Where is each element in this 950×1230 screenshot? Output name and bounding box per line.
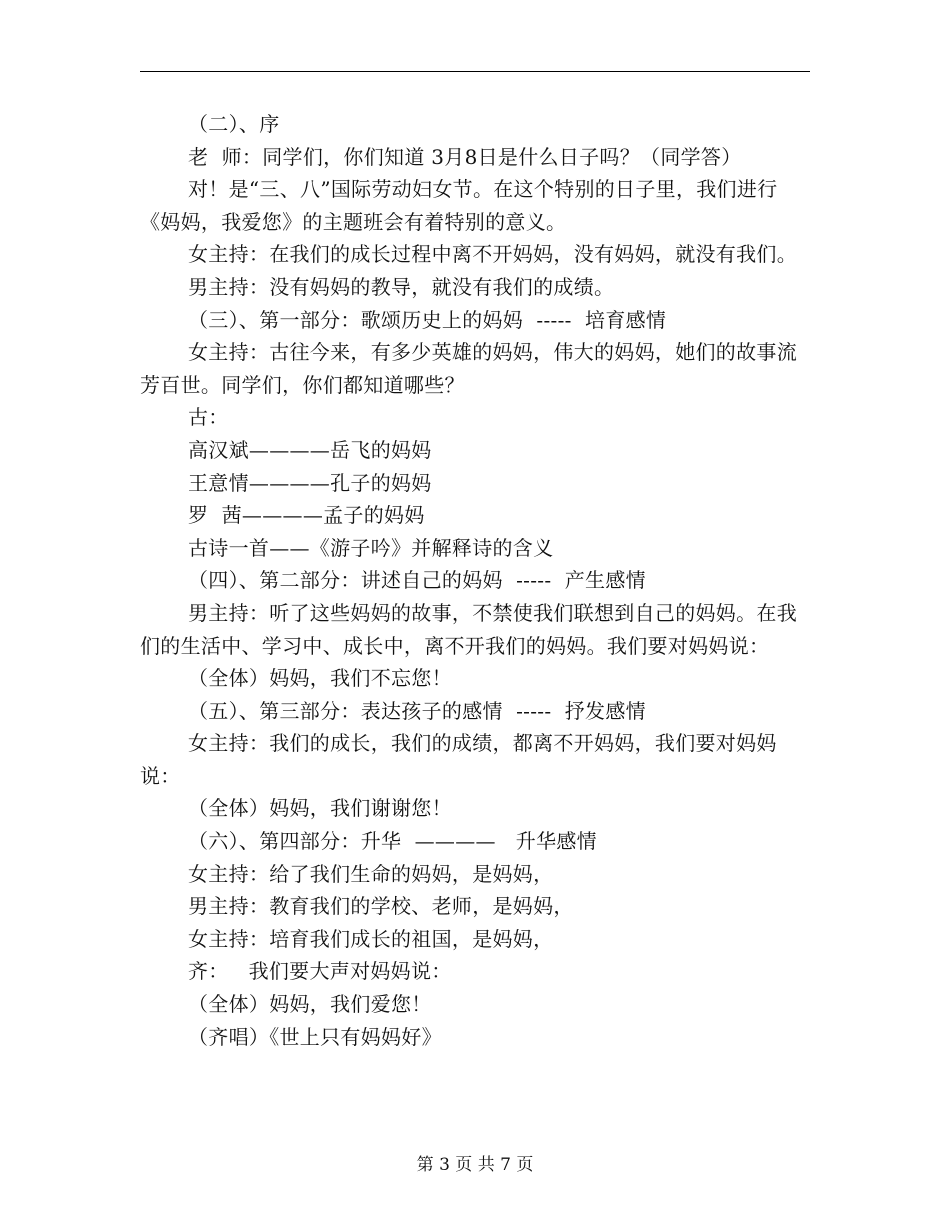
paragraph: 男主持：听了这些妈妈的故事，不禁使我们联想到自己的妈妈。在我们的生活中、学习中、成长中，离不开我们的妈妈。我们要对妈妈说：	[140, 600, 797, 658]
paragraph: 女主持：培育我们成长的祖国，是妈妈，	[188, 926, 554, 951]
paragraph: 男主持：教育我们的学校、老师，是妈妈，	[188, 894, 574, 919]
paragraph: 女主持：给了我们生命的妈妈，是妈妈，	[188, 861, 554, 886]
paragraph: 女主持：古往今来，有多少英雄的妈妈，伟大的妈妈，她们的故事流芳百世。同学们，你们都知道哪些？	[140, 340, 797, 397]
header-rule	[140, 71, 810, 72]
paragraph: （齐唱）《世上只有妈妈好》	[188, 1024, 442, 1049]
list-item: 高汉斌————岳飞的妈妈	[188, 437, 432, 462]
paragraph: （全体）妈妈，我们谢谢您！	[188, 796, 452, 821]
paragraph: 女主持：在我们的成长过程中离不开妈妈，没有妈妈，就没有我们。	[188, 242, 797, 267]
paragraph: （全体）妈妈，我们不忘您！	[188, 666, 452, 691]
paragraph: （全体）妈妈，我们爱您！	[188, 992, 432, 1017]
section-heading: （六）、第四部分：升华 ———— 升华感情	[188, 829, 597, 854]
list-item: 罗 茜————孟子的妈妈	[188, 503, 425, 528]
paragraph: 古：	[188, 405, 229, 430]
section-heading: （四）、第二部分：讲述自己的妈妈 ----- 产生感情	[188, 568, 646, 593]
list-item: 古诗一首——《游子吟》并解释诗的含义	[188, 535, 554, 560]
paragraph: 男主持：没有妈妈的教导，就没有我们的成绩。	[188, 274, 615, 299]
page-number: 第 3 页 共 7 页	[416, 1155, 534, 1175]
paragraph: 老 师：同学们，你们知道 3月8日是什么日子吗？（同学答）	[188, 144, 742, 169]
paragraph: （二）、序	[188, 112, 280, 136]
document-body	[140, 108, 810, 1053]
paragraph: 对！是“三、八”国际劳动妇女节。在这个特别的日子里，我们进行《妈妈，我爱您》的主题班会有着特别的意义。	[140, 177, 778, 234]
paragraph: 齐： 我们要大声对妈妈说：	[188, 959, 452, 984]
list-item: 王意情————孔子的妈妈	[188, 470, 432, 495]
section-heading: （三）、第一部分：歌颂历史上的妈妈 ----- 培育感情	[188, 307, 667, 332]
section-heading: （五）、第三部分：表达孩子的感情 ----- 抒发感情	[188, 698, 646, 723]
paragraph: 女主持：我们的成长，我们的成绩，都离不开妈妈，我们要对妈妈说：	[140, 731, 777, 788]
